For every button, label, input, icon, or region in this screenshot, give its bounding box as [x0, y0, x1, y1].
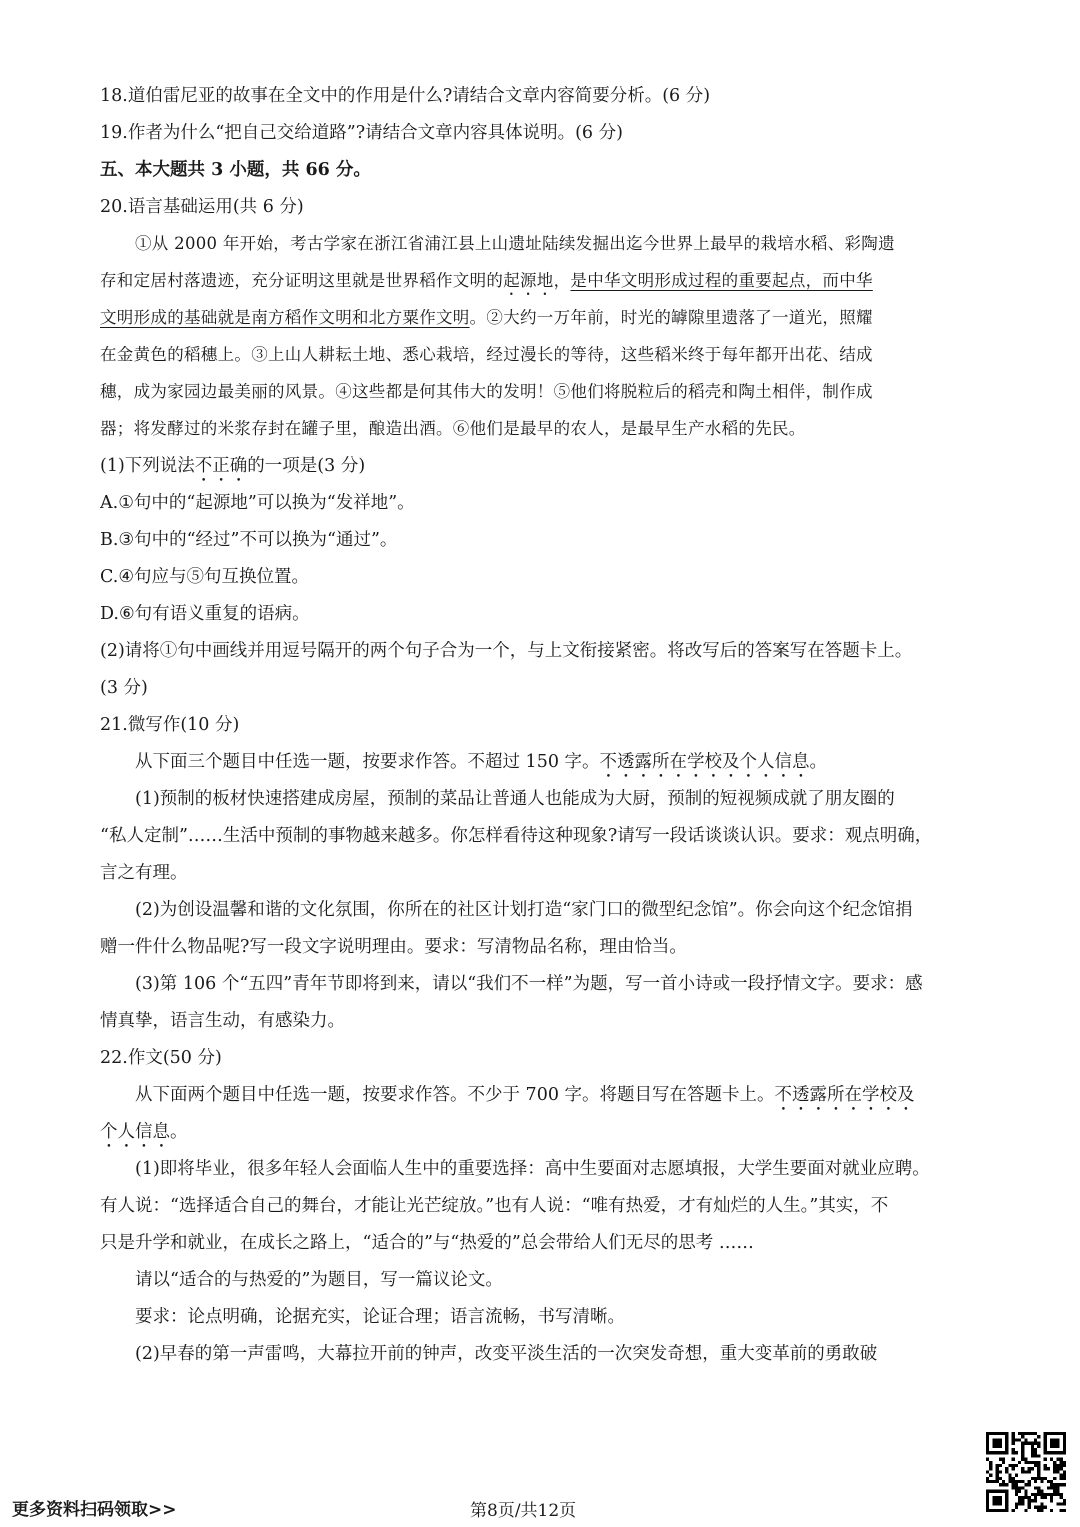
option-a: A.①句中的“起源地”可以换为“发祥地”。: [100, 493, 415, 513]
passage-line: 在金黄色的稻穗上。③上山人耕耘土地、悉心栽培，经过漫长的等待，这些稻米终于每年都开出花、结成: [100, 345, 873, 364]
writing-prompt-2: (2)为创设温馨和谐的文化氛围，你所在的社区计划打造“家门口的微型纪念馆”。你会向这个纪念馆捐: [135, 900, 913, 920]
passage-line: 穗，成为家园边最美丽的风景。④这些都是何其伟大的发明！⑤他们将脱粒后的稻壳和陶土相伴，制作成: [100, 382, 873, 401]
essay-prompt-1-cont: 只是升学和就业，在成长之路上，“适合的”与“热爱的”总会带给人们无尽的思考 ……: [100, 1233, 754, 1253]
writing-prompt-3: (3)第 106 个“五四”青年节即将到来，请以“我们不一样”为题，写一首小诗或一段抒情文字。要求：感: [135, 974, 923, 994]
sub-question-2-score: (3 分): [100, 678, 148, 698]
passage-text: 。②大约一万年前，时光的罅隙里遗落了一道光，照耀: [469, 308, 873, 327]
qr-code-icon: [986, 1432, 1066, 1512]
essay-prompt-1: (1)即将毕业，很多年轻人会面临人生中的重要选择：高中生要面对志愿填报，大学生要面对就业应聘。: [135, 1159, 930, 1179]
underlined-sentence: 是中华文明形成过程的重要起点，而中华: [570, 271, 873, 290]
question-21-intro: [135, 750, 990, 782]
writing-prompt-1-cont: 言之有理。: [100, 863, 188, 883]
question-22-intro-cont: [100, 1120, 990, 1152]
intro-text: 。: [170, 1122, 188, 1142]
writing-prompt-1-cont: “私人定制”……生活中预制的事物越来越多。你怎样看待这种现象?请写一段话谈谈认识。要求：观点明确，: [100, 826, 933, 846]
intro-text: 从下面两个题目中任选一题，按要求作答。不少于 700 字。将题目写在答题卡上。: [135, 1085, 775, 1105]
passage-line: 器；将发酵过的米浆存封在罐子里，酿造出酒。⑥他们是最早的农人，是最早生产水稻的先民。: [100, 419, 806, 438]
question-18: 18.道伯雷尼亚的故事在全文中的作用是什么?请结合文章内容简要分析。(6 分): [100, 86, 711, 106]
question-22-heading: 22.作文(50 分): [100, 1048, 222, 1068]
essay-prompt-1-task: 请以“适合的与热爱的”为题目，写一篇议论文。: [135, 1270, 503, 1290]
option-b: B.③句中的“经过”不可以换为“通过”。: [100, 530, 398, 550]
question-21-heading: 21.微写作(10 分): [100, 715, 240, 735]
passage-line: [100, 306, 990, 330]
writing-prompt-1: (1)预制的板材快速搭建成房屋，预制的菜品让普通人也能成为大厨，预制的短视频成就了朋友圈的: [135, 789, 895, 809]
emphasis-dots-text: 起源地: [503, 271, 554, 290]
sub-question-text: (1)下列说法: [100, 456, 195, 476]
underlined-sentence: 文明形成的基础就是南方稻作文明和北方粟作文明: [100, 308, 470, 327]
writing-prompt-3-cont: 情真挚，语言生动，有感染力。: [100, 1011, 345, 1031]
passage-line: [100, 269, 990, 299]
question-19: 19.作者为什么“把自己交给道路”?请结合文章内容具体说明。(6 分): [100, 123, 623, 143]
essay-prompt-2: (2)早春的第一声雷鸣，大幕拉开前的钟声，改变平淡生活的一次突发奇想，重大变革前的勇敢破: [135, 1344, 878, 1364]
passage-text: ，: [553, 271, 571, 290]
essay-prompt-1-cont: 有人说：“选择适合自己的舞台，才能让光芒绽放。”也有人说：“唯有热爱，才有灿烂的人生。”其实，不: [100, 1196, 889, 1216]
emphasis-dots-text: 不透露所在学校及个人信息: [599, 752, 810, 772]
emphasis-dots-text: 个人信息: [100, 1122, 170, 1142]
footer-promo: 更多资料扫码领取>>: [12, 1500, 177, 1520]
essay-prompt-1-requirements: 要求：论点明确，论据充实，论证合理；语言流畅，书写清晰。: [135, 1307, 625, 1327]
emphasis-dots-text: 不正确: [194, 456, 248, 476]
passage-text: 存和定居村落遗迹，充分证明这里就是世界稻作文明的: [100, 271, 504, 290]
sub-question-text: 的一项是(3 分): [247, 456, 366, 476]
intro-text: 从下面三个题目中任选一题，按要求作答。不超过 150 字。: [135, 752, 600, 772]
passage-line: ①从 2000 年开始，考古学家在浙江省浦江县上山遗址陆续发掘出迄今世界上最早的栽培水稻、彩陶遗: [135, 234, 895, 253]
sub-question-2: (2)请将①句中画线并用逗号隔开的两个句子合为一个，与上文衔接紧密。将改写后的答案写在答题卡上。: [100, 641, 913, 661]
section-5-heading: 五、本大题共 3 小题，共 66 分。: [100, 160, 371, 180]
intro-text: 。: [809, 752, 828, 772]
option-d: D.⑥句有语义重复的语病。: [100, 604, 310, 624]
emphasis-dots-text: 不透露所在学校及: [774, 1085, 915, 1105]
writing-prompt-2-cont: 赠一件什么物品呢?写一段文字说明理由。要求：写清物品名称，理由恰当。: [100, 937, 687, 957]
page-number: 第8页/共12页: [470, 1501, 577, 1521]
question-22-intro: [135, 1083, 990, 1115]
option-c: C.④句应与⑤句互换位置。: [100, 567, 310, 587]
sub-question-1: [100, 454, 990, 486]
question-20-heading: 20.语言基础运用(共 6 分): [100, 197, 304, 217]
